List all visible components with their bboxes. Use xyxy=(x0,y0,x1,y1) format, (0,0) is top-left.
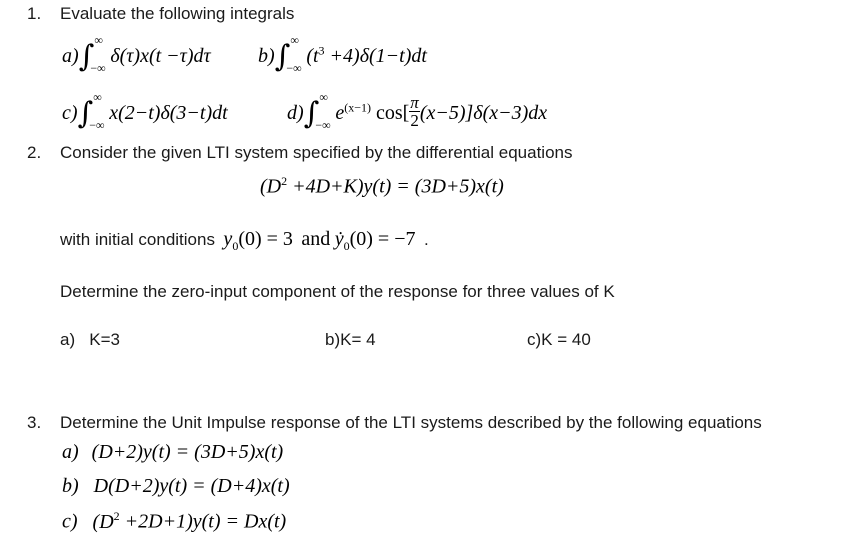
q1c-lower-limit: −∞ xyxy=(89,118,105,133)
q3b-equation xyxy=(62,475,290,498)
integral-sign-icon: ∫ xyxy=(78,39,95,74)
q1d-cos: cos[ xyxy=(370,102,410,124)
q2-ic2-sub: 0 xyxy=(343,239,350,253)
q2-ic1-rest: (0) = 3 xyxy=(238,228,293,250)
q3-number: 3. xyxy=(27,413,42,432)
q2-option-b: b)K= 4 xyxy=(325,330,376,349)
q1a-integrand: δ(τ)x(t −τ)dτ xyxy=(110,45,211,67)
q3c-exponent: 2 xyxy=(113,509,120,523)
integral-sign-icon: ∫ xyxy=(303,96,320,131)
q3b-expr: D(D+2)y(t) = (D+4)x(t) xyxy=(93,475,290,497)
q2-ic-and: and xyxy=(301,228,331,250)
q3a-equation xyxy=(62,441,283,464)
q1d-frac-denominator: 2 xyxy=(410,110,419,130)
q1a-lower-limit: −∞ xyxy=(90,61,106,76)
q1b-lower-limit: −∞ xyxy=(286,61,302,76)
q3a-expr: (D+2)y(t) = (3D+5)x(t) xyxy=(91,441,284,463)
q1a-integral xyxy=(62,33,211,76)
q3c-expr-post: +2D+1)y(t) = Dx(t) xyxy=(119,510,287,533)
q1-heading: Evaluate the following integrals xyxy=(60,4,295,23)
q2-heading: Consider the given LTI system specified by the differential equations xyxy=(60,143,573,162)
q1b-integrand-post: +4)δ(1−t)dt xyxy=(324,45,427,67)
q2-option-a: a) K=3 xyxy=(60,330,121,349)
q1d-fraction xyxy=(409,92,420,130)
q3a-label: a) xyxy=(62,441,79,463)
q1d-exp-base: e xyxy=(335,102,345,124)
q2-option-c: c)K = 40 xyxy=(527,330,591,349)
q1c-label: c) xyxy=(62,102,78,124)
q2-ic-end: . xyxy=(423,230,429,249)
q2-eq-pre: (D xyxy=(260,175,282,198)
q1d-frac-numerator: π xyxy=(410,92,419,112)
q1a-upper-limit: ∞ xyxy=(94,33,103,48)
q1d-label: d) xyxy=(287,102,304,124)
q1d-upper-limit: ∞ xyxy=(319,90,328,105)
q1b-exponent: 3 xyxy=(318,43,325,58)
q2-number: 2. xyxy=(27,143,42,162)
q1b-integrand-pre: (t xyxy=(306,45,319,67)
q1b-label: b) xyxy=(258,45,275,67)
q2-eq-post: +4D+K)y(t) = (3D+5)x(t) xyxy=(287,175,504,198)
q1d-tail: (x−5)]δ(x−3)dx xyxy=(419,102,548,124)
q3-heading: Determine the Unit Impulse response of the LTI systems described by the following equations xyxy=(60,413,762,432)
q1b-upper-limit: ∞ xyxy=(290,33,299,48)
q1b-integral xyxy=(258,33,427,76)
q2-initial-conditions xyxy=(60,228,429,254)
q2-ic1: y xyxy=(223,228,233,250)
q2-eq-exponent: 2 xyxy=(281,174,288,188)
integral-sign-icon: ∫ xyxy=(77,96,94,131)
q2-ic1-sub: 0 xyxy=(232,239,239,253)
q3c-label: c) xyxy=(62,510,78,533)
q1d-exp-power: (x−1) xyxy=(344,100,371,115)
q1d-integral xyxy=(287,90,548,133)
q1c-upper-limit: ∞ xyxy=(93,90,102,105)
q1a-label: a) xyxy=(62,45,79,67)
q1c-integral xyxy=(62,90,228,133)
q2-ic2: ẏ xyxy=(334,228,344,250)
integral-sign-icon: ∫ xyxy=(274,39,291,74)
q1-number: 1. xyxy=(27,4,42,23)
q1d-lower-limit: −∞ xyxy=(315,118,331,133)
q3b-label: b) xyxy=(62,475,79,497)
q3c-expr-pre: (D xyxy=(92,510,114,533)
q2-ic2-rest: (0) = −7 xyxy=(349,228,416,250)
q2-ic-text: with initial conditions xyxy=(60,230,215,249)
q2-task: Determine the zero-input component of the response for three values of K xyxy=(60,282,615,301)
q2-equation xyxy=(260,174,504,199)
q1c-integrand: x(2−t)δ(3−t)dt xyxy=(109,102,228,124)
q3c-equation xyxy=(62,509,286,534)
